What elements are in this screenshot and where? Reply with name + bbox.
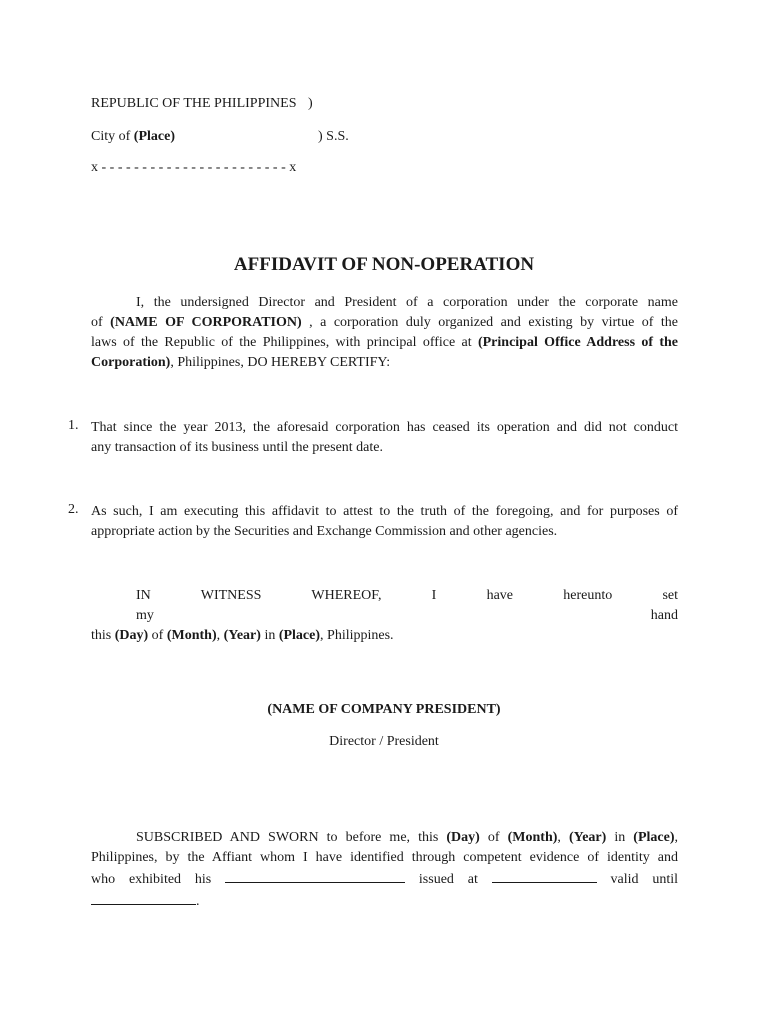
item-2-line-2: appropriate action by the Securities and Exchange Commission and other agencies. [91, 524, 558, 539]
item-1-text [91, 418, 678, 458]
jurat-place: (Place) [633, 830, 675, 845]
caption-city-prefix: City of [91, 129, 131, 144]
issue-place-blank[interactable] [492, 868, 597, 883]
jurat-month: (Month) [507, 830, 558, 845]
witness-place: (Place) [278, 628, 321, 643]
jurat-paragraph [91, 828, 678, 912]
jurat-line-4 [91, 890, 678, 912]
id-document-blank[interactable] [225, 868, 405, 883]
caption-paren: ) [308, 96, 313, 111]
jurat-issued-at: issued at [418, 872, 478, 887]
witness-month: (Month) [166, 628, 217, 643]
jurat-day: (Day) [446, 830, 480, 845]
witness-year: (Year) [223, 628, 261, 643]
validity-date-blank[interactable] [91, 890, 196, 905]
office-address-placeholder: (Principal Office Address of the [477, 335, 678, 350]
caption-republic [91, 96, 313, 112]
jurat-comma: , [557, 830, 561, 845]
item-1-line-1: That since the year 2013, the aforesaid corporation has ceased its operation and did not conduct [91, 420, 678, 435]
corporation-name-placeholder: (NAME OF CORPORATION) [110, 315, 302, 330]
intro-line-3 [91, 333, 678, 353]
item-1-number: 1. [68, 418, 79, 433]
witness-day: (Day) [114, 628, 149, 643]
jurat-exhibited: who exhibited his [91, 872, 212, 887]
jurat-period: . [196, 894, 200, 909]
caption-divider: x - - - - - - - - - - - - - - - - - - - - - - - x [91, 160, 297, 175]
jurat-in: in [614, 830, 626, 845]
witness-line-1: IN WITNESS WHEREOF, I have hereunto set my hand [136, 588, 678, 623]
jurat-of: of [487, 830, 500, 845]
intro-line-1: I, the undersigned Director and President of a corporation under the corporate name [136, 295, 678, 310]
jurat-valid-until: valid until [610, 872, 679, 887]
witness-this: this [91, 628, 112, 643]
intro-line-3-text: laws of the Republic of the Philippines, with principal office at [91, 335, 472, 350]
witness-line-2 [91, 626, 678, 646]
intro-line-2-rest: , a corporation duly organized and existing by virtue of the [309, 315, 679, 330]
intro-line-2 [91, 313, 678, 333]
office-address-placeholder-end: Corporation) [91, 355, 171, 370]
caption-city-place: (Place) [133, 129, 175, 144]
caption-ss: ) S.S. [318, 129, 349, 144]
intro-certify: , Philippines, DO HEREBY CERTIFY: [170, 355, 391, 370]
signatory-name: (NAME OF COMPANY PRESIDENT) [267, 702, 501, 717]
item-1-line-2: any transaction of its business until the present date. [91, 440, 383, 455]
caption-republic-text: REPUBLIC OF THE PHILIPPINES [91, 96, 297, 111]
witness-in: in [264, 628, 276, 643]
intro-of: of [91, 315, 103, 330]
jurat-line-2: Philippines, by the Affiant whom I have identified through competent evidence of identity and [91, 850, 678, 865]
witness-of: of [151, 628, 164, 643]
jurat-line-1 [91, 828, 678, 848]
signatory-role: Director / President [329, 734, 439, 749]
intro-line-4 [91, 353, 678, 373]
witness-comma: , [216, 628, 221, 643]
document-title: AFFIDAVIT OF NON-OPERATION [233, 254, 535, 275]
intro-paragraph [91, 293, 678, 373]
jurat-line-3 [91, 868, 678, 890]
jurat-year: (Year) [568, 830, 607, 845]
item-2-line-1: As such, I am executing this affidavit to attest to the truth of the foregoing, and for purposes of [91, 504, 678, 519]
witness-paragraph [91, 586, 678, 646]
caption-city [91, 129, 175, 145]
item-2-text [91, 502, 678, 542]
jurat-line-1-end: , [674, 830, 678, 845]
jurat-sworn-text: SUBSCRIBED AND SWORN to before me, this [136, 830, 439, 845]
item-2-number: 2. [68, 502, 79, 517]
witness-end: , Philippines. [320, 628, 394, 643]
